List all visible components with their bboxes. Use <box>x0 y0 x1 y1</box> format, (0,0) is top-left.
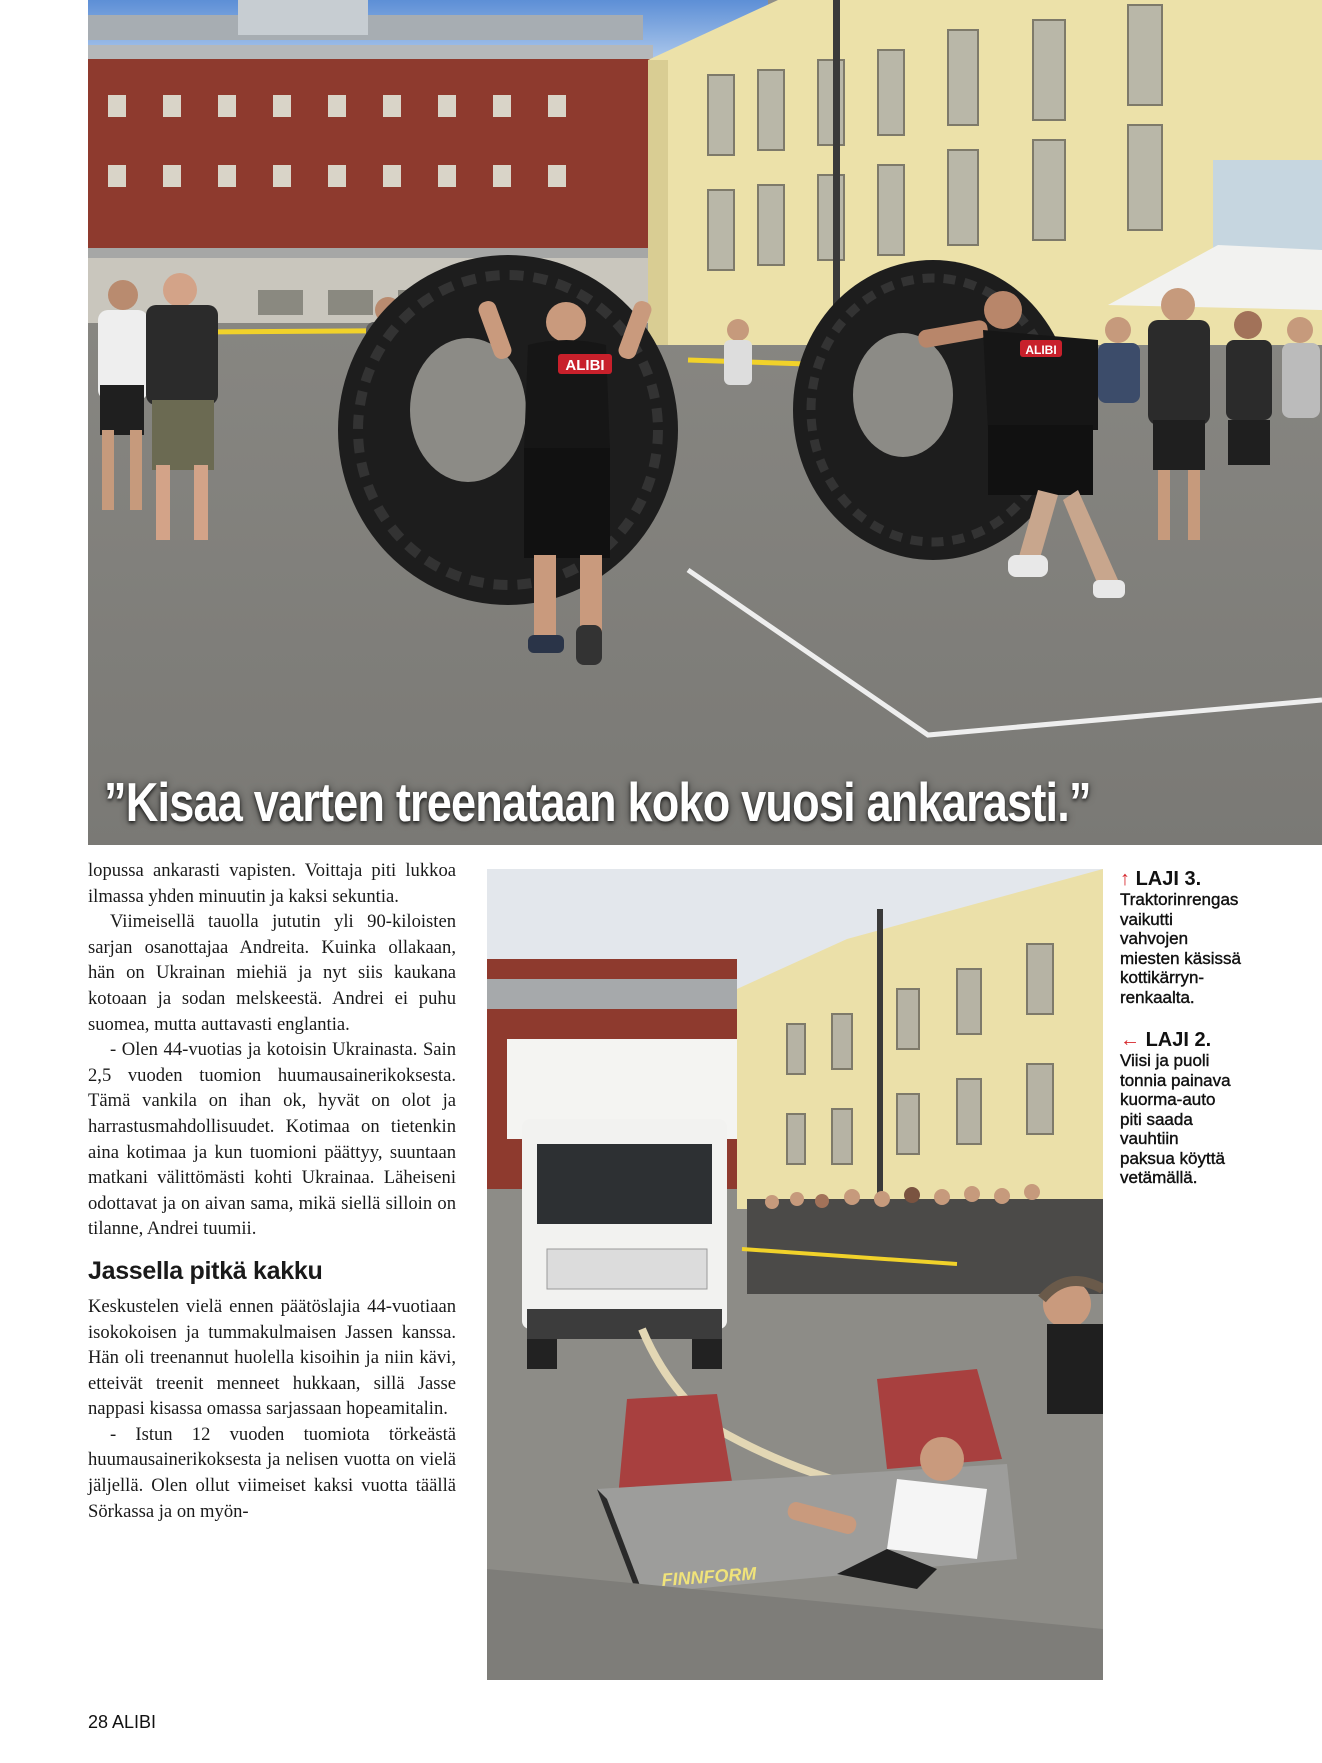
caption-laji-3 <box>1120 868 1320 1007</box>
body-paragraph: lopussa ankarasti vapisten. Voittaja piti lukkoa ilmassa yhden minuutin ja kaksi sekuntia. <box>88 860 456 907</box>
subheading: Jassella pitkä kakku <box>88 1256 323 1285</box>
body-paragraph: - Istun 12 vuoden tuomiota törkeästä huumausainerikoksesta ja nelisen vuotta on vielä jäljellä. Olen ollut viimeiset kaksi vuotta täällä Sörkassa ja on myön- <box>88 1423 456 1522</box>
photo-captions <box>1120 868 1320 1210</box>
truck-pull-photo <box>487 869 1103 1680</box>
shirt-logo-text-left: ALIBI <box>565 357 605 374</box>
caption-laji-2 <box>1120 1029 1320 1188</box>
article-column <box>88 858 456 1524</box>
crowd <box>747 1184 1103 1294</box>
page-folio: 28 ALIBI <box>88 1712 157 1732</box>
body-paragraph: Keskustelen vielä ennen päätöslajia 44-vuotiaan isokokoisen ja tummakulmaisen Jassen kanssa. Hän oli treenannut huolella kisoihin ja niin kävi, etteivät treenit menneet hukkaan, sillä Jasse nappasi kisassa omassa sarjassaan hopeamitalin. <box>88 1295 456 1420</box>
truck <box>507 1039 737 1369</box>
truck-pull-scene <box>487 869 1103 1680</box>
tire-flip-scene <box>88 0 1322 845</box>
hero-photo <box>88 0 1322 845</box>
platform-logo: FINNFORM <box>660 1563 758 1590</box>
arrow-up-icon: ↑ <box>1120 868 1130 890</box>
caption-text: Viisi ja puoli tonnia painava kuorma-auto piti saada vauhtiin paksua köyttä vetämällä. <box>1120 1051 1231 1187</box>
arrow-left-icon: ← <box>1120 1029 1140 1051</box>
pull-quote: ”Kisaa varten treenataan koko vuosi ankarasti.” <box>104 771 1091 833</box>
body-paragraph: Viimeisellä tauolla jututin yli 90-kiloisten sarjan osanottajaa Andreita. Kuinka ollakaan, hän on Ukrainan miehiä ja nyt siis kaukana kotoaan ja sodan melskeestä. Andrei ei puhu suomea, mutta auttavasti englantia. <box>88 911 456 1035</box>
shirt-logo-text-right: ALIBI <box>1025 343 1057 357</box>
body-paragraph: - Olen 44-vuotias ja kotoisin Ukrainasta. Sain 2,5 vuoden tuomion huumausainerikoksesta. Tämä vankila on ihan ok, hyvät on olot ja harrastusmahdollisuudet. Kotimaa on tietenkin aina kotimaa ja kun tuomioni päättyy, suuntaan matkani välittömästi kohti Ukrainaa. Läheiseni odottavat ja on aivan sama, mikä siellä silloin on tilanne, Andrei tuumii. <box>88 1039 456 1240</box>
caption-title: LAJI 3. <box>1135 868 1202 890</box>
tractor-tire-left <box>338 255 678 605</box>
caption-title: LAJI 2. <box>1145 1029 1212 1051</box>
caption-text: Traktorinrengas vaikutti vahvojen miesten käsissä kottikärryn- renkaalta. <box>1120 890 1241 1007</box>
